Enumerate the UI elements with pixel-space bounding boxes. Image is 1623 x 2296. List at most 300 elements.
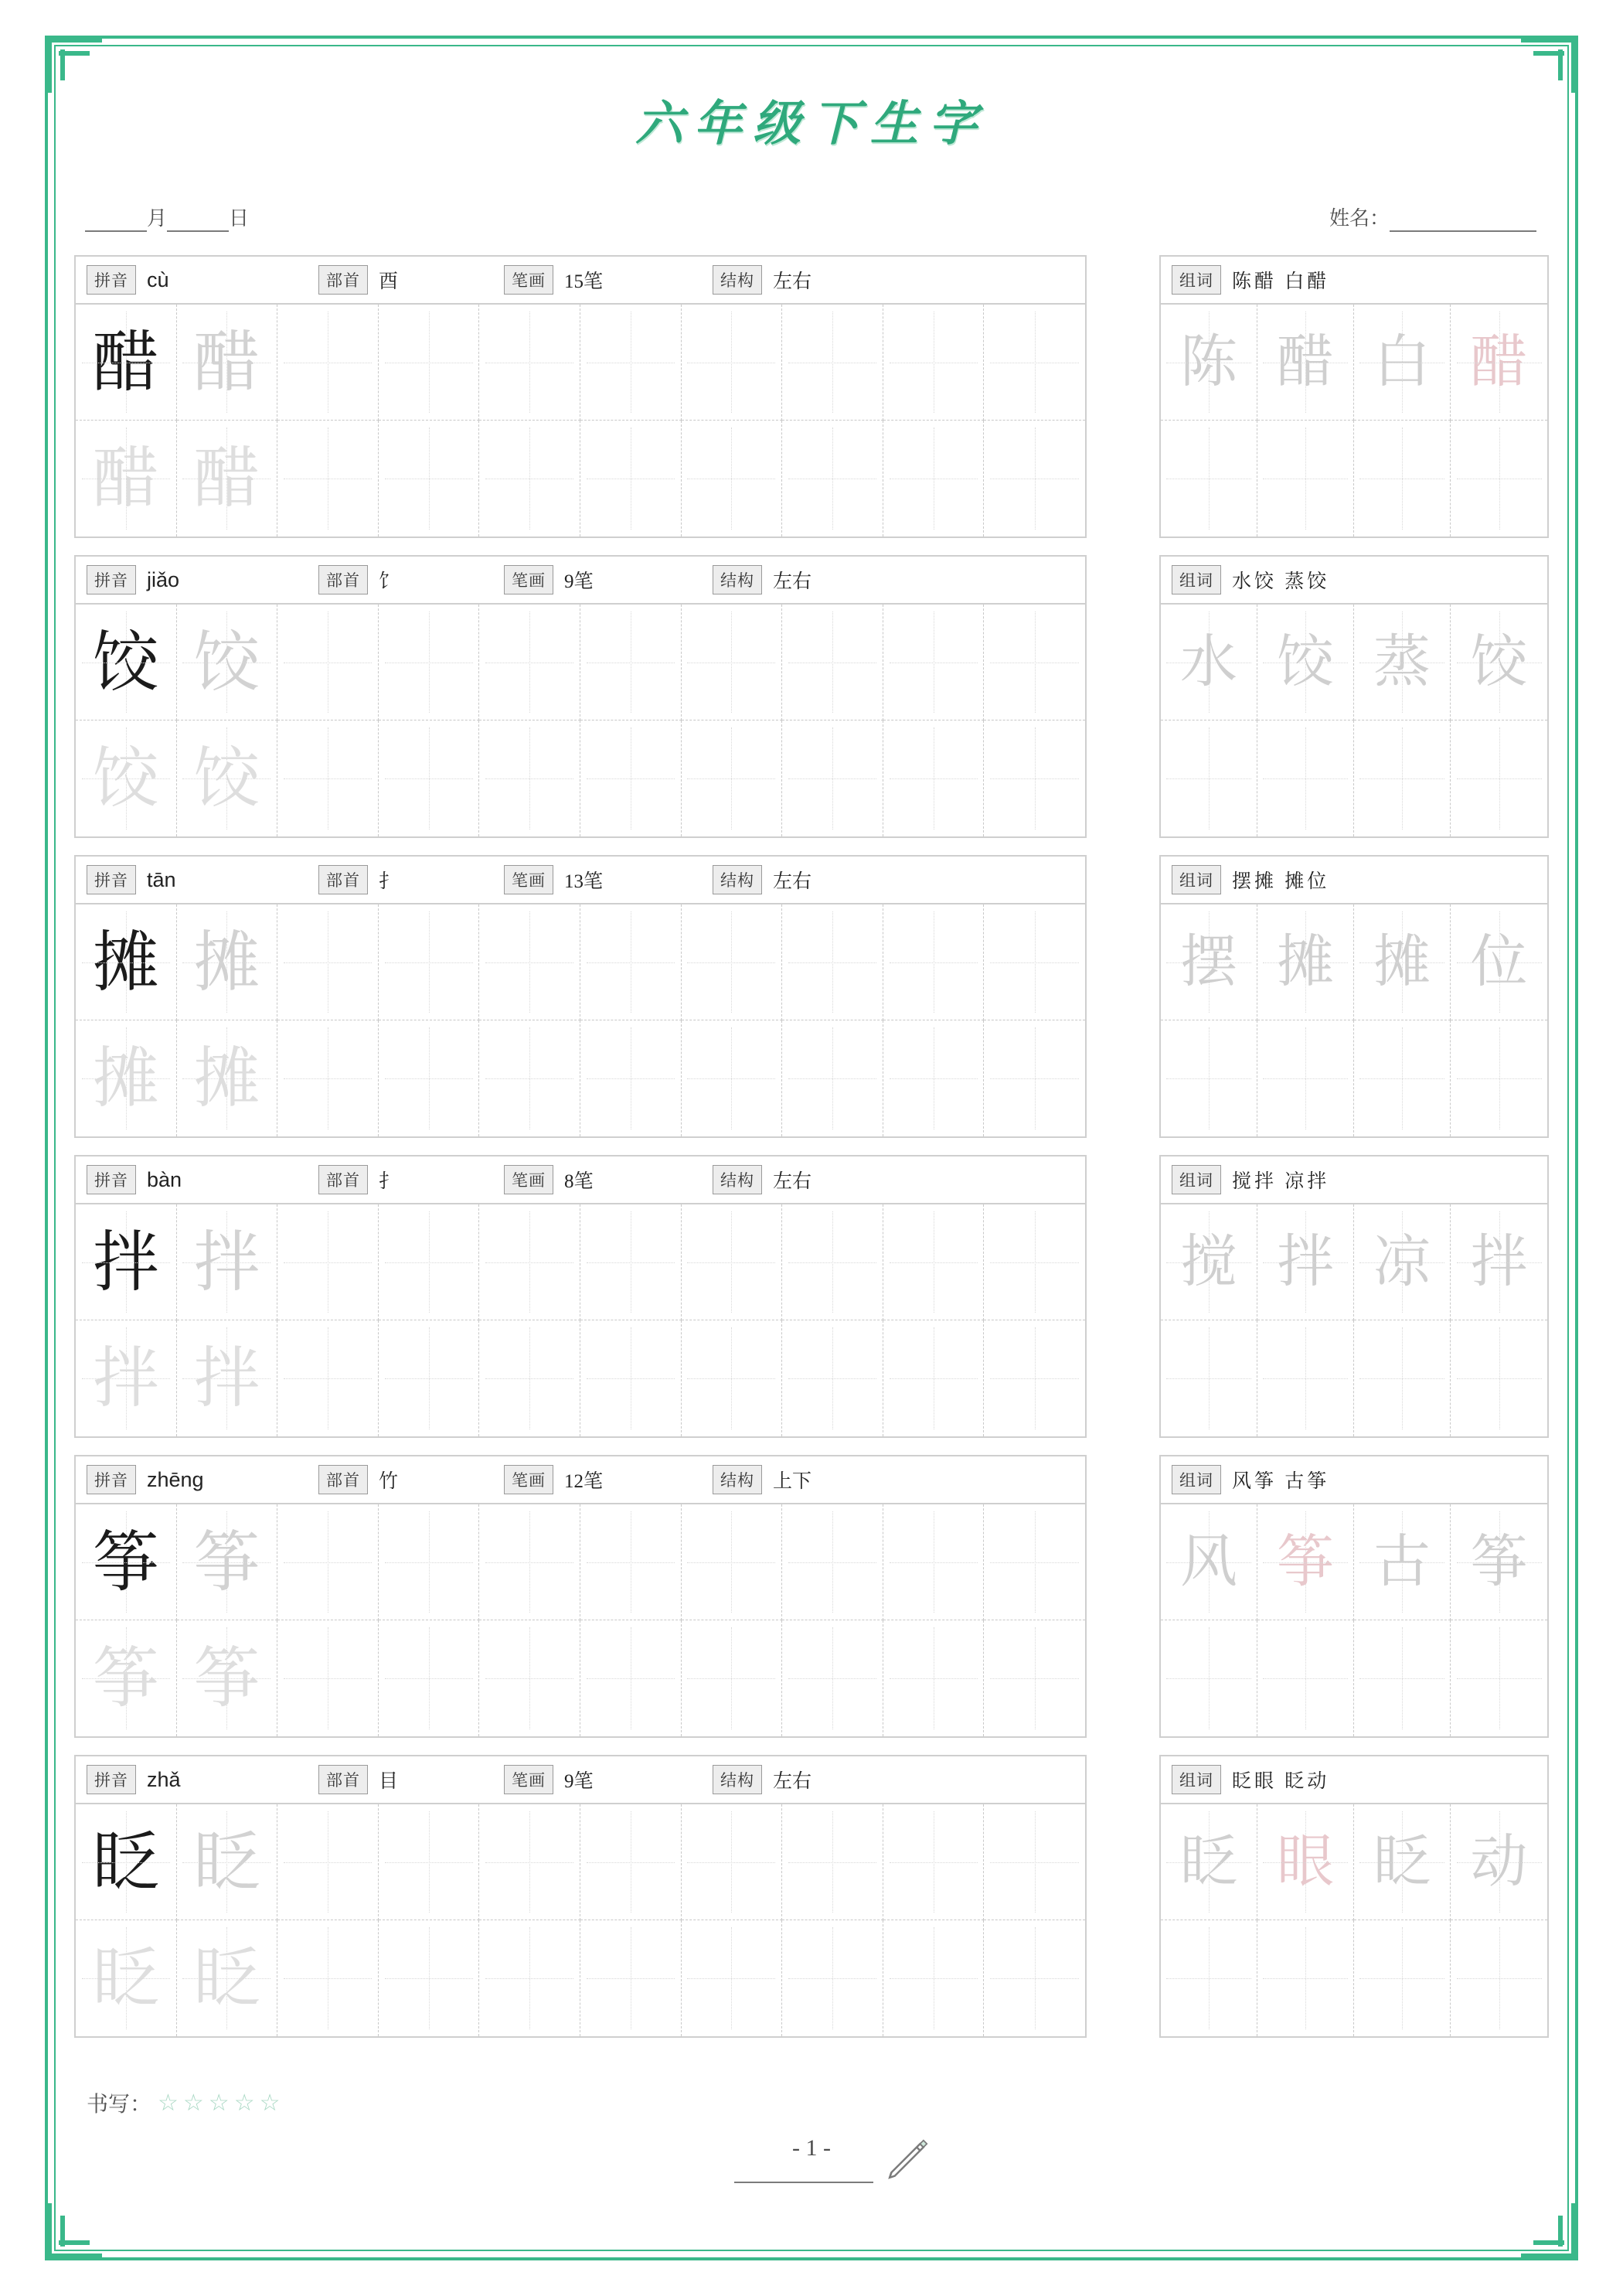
traceable-word-character: 筝 (1470, 1530, 1528, 1594)
tracing-cell[interactable] (883, 1920, 985, 2036)
tracing-cell[interactable] (984, 1920, 1085, 2036)
character-practice-block (74, 1155, 1087, 1438)
stroke-count-value: 9笔 (564, 571, 594, 592)
tracing-cell[interactable] (379, 1320, 480, 1436)
model-character: 拌 (92, 1225, 159, 1300)
tracing-cell[interactable] (479, 1504, 580, 1620)
stroke-count-value: 12笔 (564, 1471, 604, 1492)
tracing-cell[interactable] (782, 1804, 883, 1920)
stroke-count-field (504, 565, 713, 594)
tracing-cell[interactable] (682, 1620, 783, 1736)
tracing-cell[interactable] (1257, 1804, 1354, 1920)
pinyin-field (87, 1165, 318, 1194)
tracing-cell[interactable] (177, 1320, 278, 1436)
tracing-cell[interactable] (883, 1320, 985, 1436)
character-practice-block (74, 1455, 1087, 1738)
tracing-cell[interactable] (1354, 305, 1451, 421)
tracing-cell[interactable] (177, 1920, 278, 2036)
tracing-cell[interactable] (379, 1920, 480, 2036)
words-value: 搅拌 凉拌 (1232, 1171, 1330, 1192)
tracing-grid[interactable] (76, 305, 1085, 537)
date-month-label: 月 (147, 207, 168, 230)
words-practice-block (1159, 855, 1549, 1138)
pinyin-field (87, 265, 318, 295)
tracing-cell[interactable] (580, 605, 682, 720)
tracing-cell[interactable] (76, 1804, 177, 1920)
words-tracing-grid[interactable] (1161, 305, 1547, 537)
traceable-character: 醋 (193, 325, 260, 400)
tracing-cell[interactable] (883, 1620, 985, 1736)
tracing-cell[interactable] (277, 1920, 379, 2036)
tracing-cell[interactable] (1161, 1620, 1257, 1736)
tracing-cell[interactable] (177, 421, 278, 537)
traceable-character: 饺 (92, 741, 159, 816)
corner-ornament-top-left (45, 36, 102, 93)
pinyin-label: 拼音 (87, 1465, 136, 1494)
pinyin-label: 拼音 (87, 865, 136, 894)
tracing-cell[interactable] (782, 1204, 883, 1320)
character-row (74, 1455, 1549, 1741)
tracing-cell[interactable] (1451, 1204, 1547, 1320)
tracing-cell[interactable] (1257, 1920, 1354, 2036)
tracing-cell[interactable] (1451, 1920, 1547, 2036)
tracing-cell[interactable] (1354, 605, 1451, 720)
tracing-cell[interactable] (277, 421, 379, 537)
stroke-count-field (504, 865, 713, 894)
structure-label: 结构 (713, 1465, 762, 1494)
tracing-cell[interactable] (177, 1620, 278, 1736)
traceable-word-character: 拌 (1277, 1230, 1334, 1294)
traceable-word-character: 凉 (1373, 1230, 1431, 1294)
tracing-grid[interactable] (76, 605, 1085, 836)
words-value: 风筝 古筝 (1232, 1471, 1330, 1492)
tracing-cell[interactable] (682, 1320, 783, 1436)
tracing-cell[interactable] (984, 1020, 1085, 1136)
tracing-cell[interactable] (1257, 421, 1354, 537)
tracing-cell[interactable] (277, 1804, 379, 1920)
tracing-cell[interactable] (1257, 305, 1354, 421)
stroke-count-label: 笔画 (504, 565, 553, 594)
tracing-cell[interactable] (782, 305, 883, 421)
practice-sheet (74, 255, 1549, 2055)
structure-value: 左右 (773, 1171, 812, 1192)
traceable-character: 摊 (92, 1041, 159, 1116)
pencil-icon (880, 2134, 934, 2188)
character-info-bar (76, 1456, 1085, 1504)
tracing-cell[interactable] (883, 421, 985, 537)
stroke-count-field (504, 1765, 713, 1794)
tracing-cell[interactable] (580, 1620, 682, 1736)
tracing-cell[interactable] (1451, 1020, 1547, 1136)
tracing-cell[interactable] (177, 904, 278, 1020)
stroke-count-label: 笔画 (504, 1765, 553, 1794)
tracing-cell[interactable] (682, 904, 783, 1020)
tracing-cell[interactable] (782, 1504, 883, 1620)
page-number-rule (734, 2182, 873, 2183)
tracing-cell[interactable] (580, 720, 682, 836)
tracing-cell[interactable] (76, 1504, 177, 1620)
tracing-cell[interactable] (984, 1204, 1085, 1320)
tracing-cell[interactable] (782, 605, 883, 720)
tracing-grid[interactable] (76, 904, 1085, 1136)
tracing-cell[interactable] (984, 720, 1085, 836)
tracing-cell[interactable] (1257, 1204, 1354, 1320)
radical-label: 部首 (318, 565, 368, 594)
tracing-cell[interactable] (76, 605, 177, 720)
tracing-cell[interactable] (379, 904, 480, 1020)
tracing-cell[interactable] (479, 421, 580, 537)
tracing-cell[interactable] (76, 1320, 177, 1436)
traceable-word-character: 动 (1470, 1830, 1528, 1894)
tracing-cell[interactable] (580, 1320, 682, 1436)
tracing-cell[interactable] (883, 1504, 985, 1620)
radical-value: 饣 (379, 571, 399, 592)
pinyin-value: zhēng (147, 1467, 204, 1491)
tracing-cell[interactable] (1451, 605, 1547, 720)
tracing-cell[interactable] (479, 1804, 580, 1920)
date-field[interactable] (85, 203, 249, 232)
tracing-cell[interactable] (1161, 1320, 1257, 1436)
tracing-cell[interactable] (479, 1620, 580, 1736)
traceable-word-character: 蒸 (1373, 630, 1431, 694)
words-tracing-grid[interactable] (1161, 904, 1547, 1136)
tracing-cell[interactable] (682, 1020, 783, 1136)
radical-value: 目 (379, 1771, 399, 1792)
tracing-cell[interactable] (580, 1204, 682, 1320)
tracing-cell[interactable] (379, 720, 480, 836)
traceable-character: 眨 (92, 1941, 159, 2015)
name-label: 姓名： (1329, 207, 1390, 230)
character-practice-block (74, 1755, 1087, 2038)
words-tracing-grid[interactable] (1161, 1804, 1547, 2036)
star-rating-icon[interactable]: ☆☆☆☆☆ (158, 2090, 285, 2116)
words-value: 摆摊 摊位 (1232, 871, 1330, 892)
tracing-cell[interactable] (984, 1804, 1085, 1920)
tracing-cell[interactable] (984, 1504, 1085, 1620)
traceable-character: 拌 (92, 1341, 159, 1415)
pinyin-field (87, 565, 318, 594)
tracing-cell[interactable] (177, 1020, 278, 1136)
words-label: 组词 (1172, 1165, 1221, 1194)
tracing-cell[interactable] (1161, 1920, 1257, 2036)
words-tracing-grid[interactable] (1161, 1504, 1547, 1736)
tracing-grid[interactable] (76, 1804, 1085, 2036)
tracing-cell[interactable] (1354, 904, 1451, 1020)
tracing-cell[interactable] (580, 305, 682, 421)
traceable-character: 拌 (193, 1341, 260, 1415)
model-character: 摊 (92, 925, 159, 1000)
tracing-cell[interactable] (379, 605, 480, 720)
tracing-cell[interactable] (682, 1204, 783, 1320)
tracing-cell[interactable] (379, 1620, 480, 1736)
tracing-cell[interactable] (1161, 1020, 1257, 1136)
tracing-cell[interactable] (1354, 1020, 1451, 1136)
tracing-cell[interactable] (1161, 1804, 1257, 1920)
tracing-cell[interactable] (479, 1204, 580, 1320)
model-character: 筝 (92, 1524, 159, 1599)
traceable-character: 筝 (92, 1641, 159, 1715)
tracing-cell[interactable] (1161, 305, 1257, 421)
traceable-word-character: 风 (1180, 1530, 1237, 1594)
tracing-cell[interactable] (379, 421, 480, 537)
tracing-cell[interactable] (76, 720, 177, 836)
page-title: 六年级下生字 (635, 98, 988, 151)
radical-field (318, 1465, 504, 1494)
radical-field (318, 1165, 504, 1194)
tracing-cell[interactable] (1354, 1620, 1451, 1736)
tracing-cell[interactable] (883, 305, 985, 421)
tracing-cell[interactable] (379, 1504, 480, 1620)
tracing-cell[interactable] (782, 720, 883, 836)
tracing-cell[interactable] (580, 1804, 682, 1920)
traceable-character: 筝 (193, 1641, 260, 1715)
stroke-count-value: 13笔 (564, 871, 604, 892)
tracing-cell[interactable] (76, 1920, 177, 2036)
tracing-cell[interactable] (76, 1620, 177, 1736)
tracing-cell[interactable] (682, 421, 783, 537)
tracing-cell[interactable] (177, 1804, 278, 1920)
pinyin-value: jiǎo (147, 567, 180, 591)
tracing-cell[interactable] (682, 605, 783, 720)
words-label: 组词 (1172, 565, 1221, 594)
words-practice-block (1159, 1455, 1549, 1738)
radical-value: 扌 (379, 871, 399, 892)
tracing-cell[interactable] (984, 1620, 1085, 1736)
tracing-cell[interactable] (277, 720, 379, 836)
traceable-word-character: 摊 (1277, 930, 1334, 994)
tracing-grid[interactable] (76, 1204, 1085, 1436)
traceable-character: 醋 (92, 441, 159, 516)
tracing-cell[interactable] (682, 305, 783, 421)
tracing-cell[interactable] (1257, 1504, 1354, 1620)
tracing-cell[interactable] (1451, 904, 1547, 1020)
tracing-cell[interactable] (1161, 421, 1257, 537)
tracing-cell[interactable] (1257, 605, 1354, 720)
tracing-cell[interactable] (1161, 904, 1257, 1020)
date-month-blank[interactable] (85, 207, 147, 232)
pinyin-label: 拼音 (87, 565, 136, 594)
traceable-character: 眨 (193, 1824, 260, 1899)
tracing-cell[interactable] (1161, 720, 1257, 836)
tracing-cell[interactable] (580, 1020, 682, 1136)
tracing-cell[interactable] (1354, 1320, 1451, 1436)
tracing-cell[interactable] (379, 1204, 480, 1320)
tracing-cell[interactable] (76, 305, 177, 421)
words-practice-block (1159, 555, 1549, 838)
tracing-cell[interactable] (479, 305, 580, 421)
tracing-cell[interactable] (277, 1504, 379, 1620)
tracing-cell[interactable] (76, 421, 177, 537)
tracing-cell[interactable] (883, 1204, 985, 1320)
traceable-word-character: 拌 (1470, 1230, 1528, 1294)
tracing-cell[interactable] (984, 305, 1085, 421)
tracing-cell[interactable] (682, 1920, 783, 2036)
name-field[interactable] (1329, 203, 1536, 232)
tracing-cell[interactable] (76, 1020, 177, 1136)
traceable-word-character: 水 (1180, 630, 1237, 694)
tracing-cell[interactable] (682, 1504, 783, 1620)
date-day-label: 日 (229, 207, 250, 230)
writing-rating[interactable] (87, 2087, 285, 2118)
traceable-word-character: 眨 (1180, 1830, 1237, 1894)
tracing-cell[interactable] (479, 1020, 580, 1136)
tracing-cell[interactable] (277, 305, 379, 421)
tracing-cell[interactable] (1354, 1504, 1451, 1620)
page-number: - 1 - (792, 2135, 831, 2161)
traceable-character: 摊 (193, 1041, 260, 1116)
tracing-cell[interactable] (1354, 1804, 1451, 1920)
words-tracing-grid[interactable] (1161, 1204, 1547, 1436)
traceable-word-character: 饺 (1277, 630, 1334, 694)
tracing-cell[interactable] (1451, 421, 1547, 537)
tracing-cell[interactable] (277, 605, 379, 720)
tracing-cell[interactable] (1451, 1320, 1547, 1436)
tracing-cell[interactable] (1451, 305, 1547, 421)
traceable-word-character: 白 (1373, 330, 1431, 394)
tracing-cell[interactable] (76, 904, 177, 1020)
traceable-word-character: 眼 (1277, 1830, 1334, 1894)
tracing-cell[interactable] (1161, 1204, 1257, 1320)
stroke-count-label: 笔画 (504, 865, 553, 894)
tracing-cell[interactable] (1257, 1020, 1354, 1136)
tracing-cell[interactable] (177, 1504, 278, 1620)
structure-field (713, 1465, 898, 1494)
tracing-cell[interactable] (580, 1504, 682, 1620)
tracing-cell[interactable] (1354, 720, 1451, 836)
pinyin-value: zhǎ (147, 1767, 181, 1791)
tracing-cell[interactable] (479, 904, 580, 1020)
tracing-cell[interactable] (782, 1020, 883, 1136)
tracing-cell[interactable] (782, 904, 883, 1020)
tracing-cell[interactable] (1257, 904, 1354, 1020)
radical-field (318, 1765, 504, 1794)
tracing-cell[interactable] (277, 1320, 379, 1436)
tracing-cell[interactable] (177, 720, 278, 836)
tracing-cell[interactable] (277, 1204, 379, 1320)
character-row (74, 1755, 1549, 2041)
tracing-cell[interactable] (479, 720, 580, 836)
tracing-cell[interactable] (984, 421, 1085, 537)
radical-value: 扌 (379, 1171, 399, 1192)
words-practice-block (1159, 1755, 1549, 2038)
tracing-cell[interactable] (883, 720, 985, 836)
tracing-cell[interactable] (177, 605, 278, 720)
tracing-cell[interactable] (277, 904, 379, 1020)
corner-ornament-top-right (1521, 36, 1578, 93)
structure-field (713, 1165, 898, 1194)
pinyin-label: 拼音 (87, 1765, 136, 1794)
tracing-cell[interactable] (479, 605, 580, 720)
pinyin-field (87, 1465, 318, 1494)
tracing-cell[interactable] (883, 1804, 985, 1920)
stroke-count-field (504, 1165, 713, 1194)
name-blank[interactable] (1390, 207, 1536, 232)
stroke-count-label: 笔画 (504, 1465, 553, 1494)
pinyin-value: cù (147, 267, 169, 291)
tracing-cell[interactable] (1161, 1504, 1257, 1620)
tracing-cell[interactable] (1257, 1620, 1354, 1736)
tracing-cell[interactable] (379, 1020, 480, 1136)
words-info-bar (1161, 1157, 1547, 1204)
tracing-cell[interactable] (76, 1204, 177, 1320)
traceable-word-character: 醋 (1470, 330, 1528, 394)
traceable-character: 筝 (193, 1524, 260, 1599)
tracing-cell[interactable] (379, 1804, 480, 1920)
words-info-bar (1161, 857, 1547, 904)
character-practice-block (74, 855, 1087, 1138)
tracing-cell[interactable] (379, 305, 480, 421)
words-tracing-grid[interactable] (1161, 605, 1547, 836)
pinyin-value: tān (147, 867, 176, 891)
tracing-grid[interactable] (76, 1504, 1085, 1736)
tracing-cell[interactable] (883, 605, 985, 720)
words-practice-block (1159, 1155, 1549, 1438)
character-info-bar (76, 1756, 1085, 1804)
tracing-cell[interactable] (883, 1020, 985, 1136)
tracing-cell[interactable] (984, 1320, 1085, 1436)
traceable-word-character: 眨 (1373, 1830, 1431, 1894)
tracing-cell[interactable] (1257, 1320, 1354, 1436)
tracing-cell[interactable] (1451, 1804, 1547, 1920)
words-label: 组词 (1172, 1765, 1221, 1794)
radical-value: 竹 (379, 1471, 399, 1492)
words-value: 陈醋 白醋 (1232, 271, 1330, 292)
tracing-cell[interactable] (1451, 720, 1547, 836)
tracing-cell[interactable] (277, 1620, 379, 1736)
tracing-cell[interactable] (580, 421, 682, 537)
tracing-cell[interactable] (479, 1920, 580, 2036)
character-info-bar (76, 557, 1085, 605)
tracing-cell[interactable] (782, 1320, 883, 1436)
tracing-cell[interactable] (782, 1620, 883, 1736)
traceable-word-character: 摊 (1373, 930, 1431, 994)
tracing-cell[interactable] (1451, 1504, 1547, 1620)
tracing-cell[interactable] (1354, 1920, 1451, 2036)
tracing-cell[interactable] (984, 904, 1085, 1020)
tracing-cell[interactable] (883, 904, 985, 1020)
tracing-cell[interactable] (1257, 720, 1354, 836)
tracing-cell[interactable] (1161, 605, 1257, 720)
tracing-cell[interactable] (1354, 1204, 1451, 1320)
stroke-count-field (504, 1465, 713, 1494)
tracing-cell[interactable] (984, 605, 1085, 720)
corner-ornament-bottom-left (45, 2203, 102, 2260)
structure-field (713, 265, 898, 295)
character-practice-block (74, 555, 1087, 838)
tracing-cell[interactable] (580, 1920, 682, 2036)
traceable-word-character: 摆 (1180, 930, 1237, 994)
words-value: 眨眼 眨动 (1232, 1771, 1330, 1792)
tracing-cell[interactable] (782, 421, 883, 537)
writing-label: 书写： (87, 2093, 152, 2117)
character-info-bar (76, 257, 1085, 305)
tracing-cell[interactable] (479, 1320, 580, 1436)
tracing-cell[interactable] (782, 1920, 883, 2036)
date-day-blank[interactable] (167, 207, 229, 232)
structure-value: 上下 (773, 1471, 812, 1492)
tracing-cell[interactable] (682, 720, 783, 836)
tracing-cell[interactable] (682, 1804, 783, 1920)
structure-value: 左右 (773, 1771, 812, 1792)
tracing-cell[interactable] (1451, 1620, 1547, 1736)
tracing-cell[interactable] (1354, 421, 1451, 537)
tracing-cell[interactable] (277, 1020, 379, 1136)
character-row (74, 1155, 1549, 1441)
character-row (74, 255, 1549, 541)
tracing-cell[interactable] (580, 904, 682, 1020)
tracing-cell[interactable] (177, 1204, 278, 1320)
tracing-cell[interactable] (177, 305, 278, 421)
